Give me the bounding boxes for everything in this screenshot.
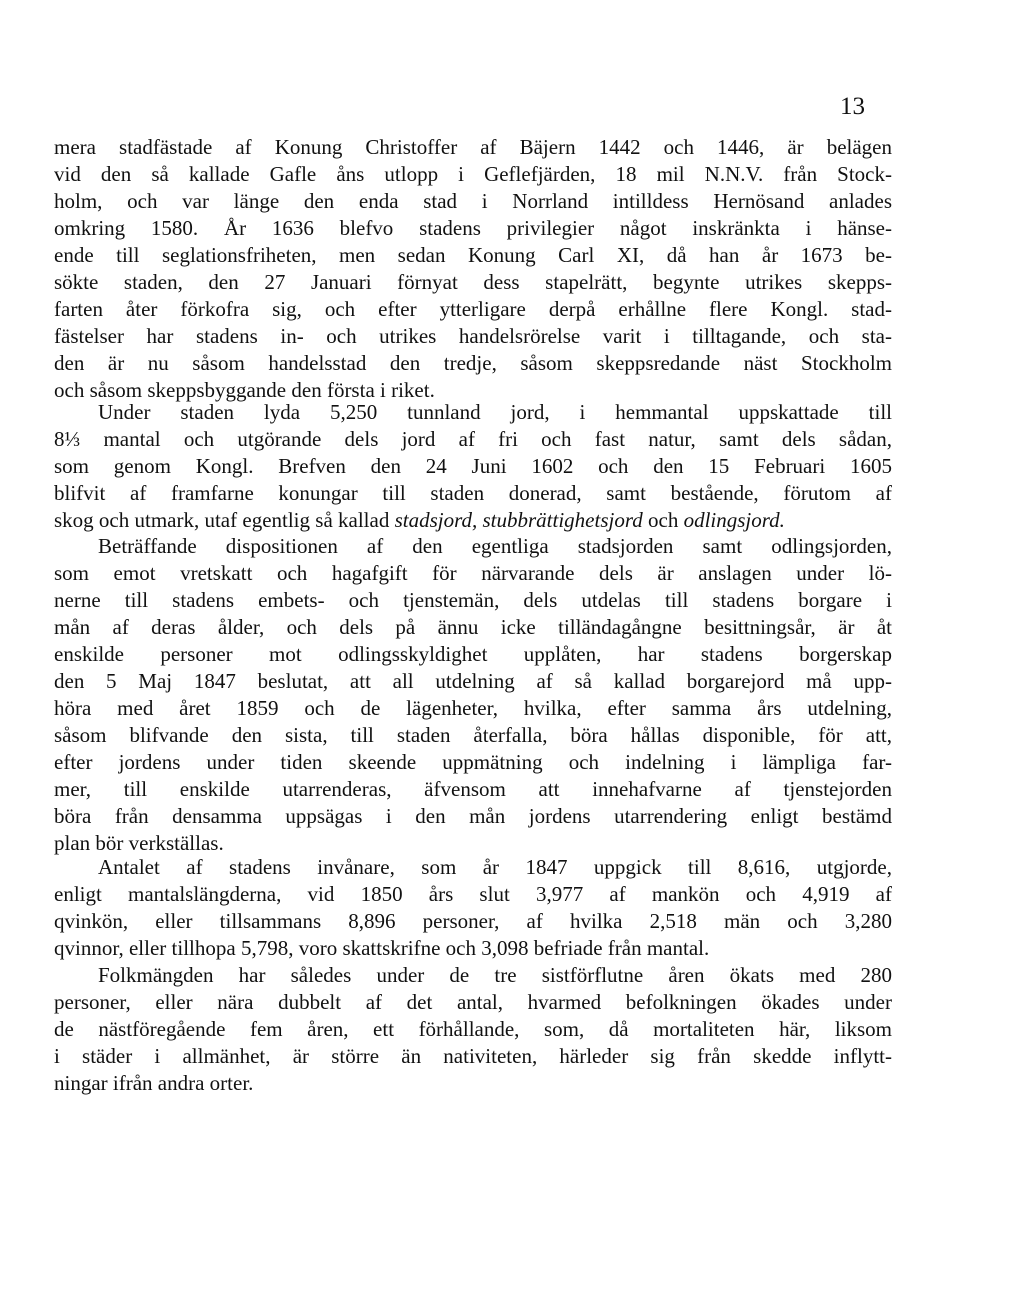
text-line: blifvit af framfarne konungar till staden donerad, samt bestående, förutom af (54, 481, 892, 505)
text-line: Antalet af stadens invånare, som år 1847 uppgick till 8,616, utgjorde, (98, 855, 892, 879)
text-line: vid den så kallade Gafle åns utlopp i Geflefjärden, 18 mil N.N.V. från Stock- (54, 162, 892, 186)
text-line: Folkmängden har således under de tre sistförflutne åren ökats med 280 (98, 963, 892, 987)
text-line: den är nu såsom handelsstad den tredje, såsom skeppsredande näst Stockholm (54, 351, 892, 375)
text-line: höra med året 1859 och de lägenheter, hvilka, efter samma års utdelning, (54, 696, 892, 720)
text-line: mera stadfästade af Konung Christoffer af Bäjern 1442 och 1446, är belägen (54, 135, 892, 159)
text-line: nerne till stadens embets- och tjenstemän, dels utdelas till stadens borgare i (54, 588, 892, 612)
text-line: de nästföregående fem åren, ett förhållande, som, då mortaliteten här, liksom (54, 1017, 892, 1041)
text-line: enligt mantalslängderna, vid 1850 års slut 3,977 af mankön och 4,919 af (54, 882, 892, 906)
text-line: sökte staden, den 27 Januari förnyat dess stapelrätt, begynte utrikes skepps- (54, 270, 892, 294)
paragraph-3 (54, 533, 892, 857)
text-line: farten åter förkofra sig, och efter ytterligare derpå erhållne flere Kongl. stad- (54, 297, 892, 321)
text-line: ende till seglationsfriheten, men sedan Konung Carl XI, då han år 1673 be- (54, 243, 892, 267)
text-line: omkring 1580. År 1636 blefvo stadens privilegier något inskränkta i hänse- (54, 216, 892, 240)
text-line: ningar ifrån andra orter. (54, 1071, 254, 1095)
italic-term: odlingsjord. (683, 508, 785, 532)
text-line: qvinnor, eller tillhopa 5,798, voro skattskrifne och 3,098 befriade från mantal. (54, 936, 710, 960)
italic-term: stadsjord, (394, 508, 478, 532)
text-line: 8⅓ mantal och utgörande dels jord af fri och fast natur, samt dels sådan, (54, 427, 892, 451)
italic-term: stubbrättighetsjord (482, 508, 643, 532)
paragraph-2 (54, 399, 892, 534)
paragraph-1 (54, 134, 892, 404)
text-line: holm, och var länge den enda stad i Norrland intilldess Hernösand anlades (54, 189, 892, 213)
text-line: och såsom skeppsbyggande den första i riket. (54, 378, 435, 402)
text-line: efter jordens under tiden skeende uppmätning och indelning i lämpliga far- (54, 750, 892, 774)
text-line (54, 507, 892, 534)
text-line: mån af deras ålder, och dels på ännu icke tilländagångne besittningsår, är åt (54, 615, 892, 639)
text-line: plan bör verkställas. (54, 831, 224, 855)
text-line: böra från densamma uppsägas i den mån jordens utarrendering enligt bestämd (54, 804, 892, 828)
text-line: den 5 Maj 1847 beslutat, att all utdelning af så kallad borgarejord må upp- (54, 669, 892, 693)
text-line: mer, till enskilde utarrenderas, äfvensom att innehafvarne af tjenstejorden (54, 777, 892, 801)
text-run: och (648, 508, 679, 532)
paragraph-4 (54, 854, 892, 962)
text-run: skog och utmark, utaf egentlig så kallad (54, 508, 390, 532)
text-line: som genom Kongl. Brefven den 24 Juni 1602 och den 15 Februari 1605 (54, 454, 892, 478)
text-line: i städer i allmänhet, är större än nativiteten, härleder sig från skedde inflytt- (54, 1044, 892, 1068)
text-line: personer, eller nära dubbelt af det antal, hvarmed befolkningen ökades under (54, 990, 892, 1014)
text-line: Under staden lyda 5,250 tunnland jord, i hemmantal uppskattade till (98, 400, 892, 424)
text-line: fästelser har stadens in- och utrikes handelsrörelse varit i tilltagande, och sta- (54, 324, 892, 348)
text-line: Beträffande dispositionen af den egentliga stadsjorden samt odlingsjorden, (98, 534, 892, 558)
text-line: enskilde personer mot odlingsskyldighet upplåten, har stadens borgerskap (54, 642, 892, 666)
page-number: 13 (840, 93, 865, 120)
text-line: såsom blifvande den sista, till staden återfalla, böra hållas disponible, för att, (54, 723, 892, 747)
text-line: som emot vretskatt och hagafgift för närvarande dels är anslagen under lö- (54, 561, 892, 585)
paragraph-5 (54, 962, 892, 1097)
text-line: qvinkön, eller tillsammans 8,896 personer, af hvilka 2,518 män och 3,280 (54, 909, 892, 933)
